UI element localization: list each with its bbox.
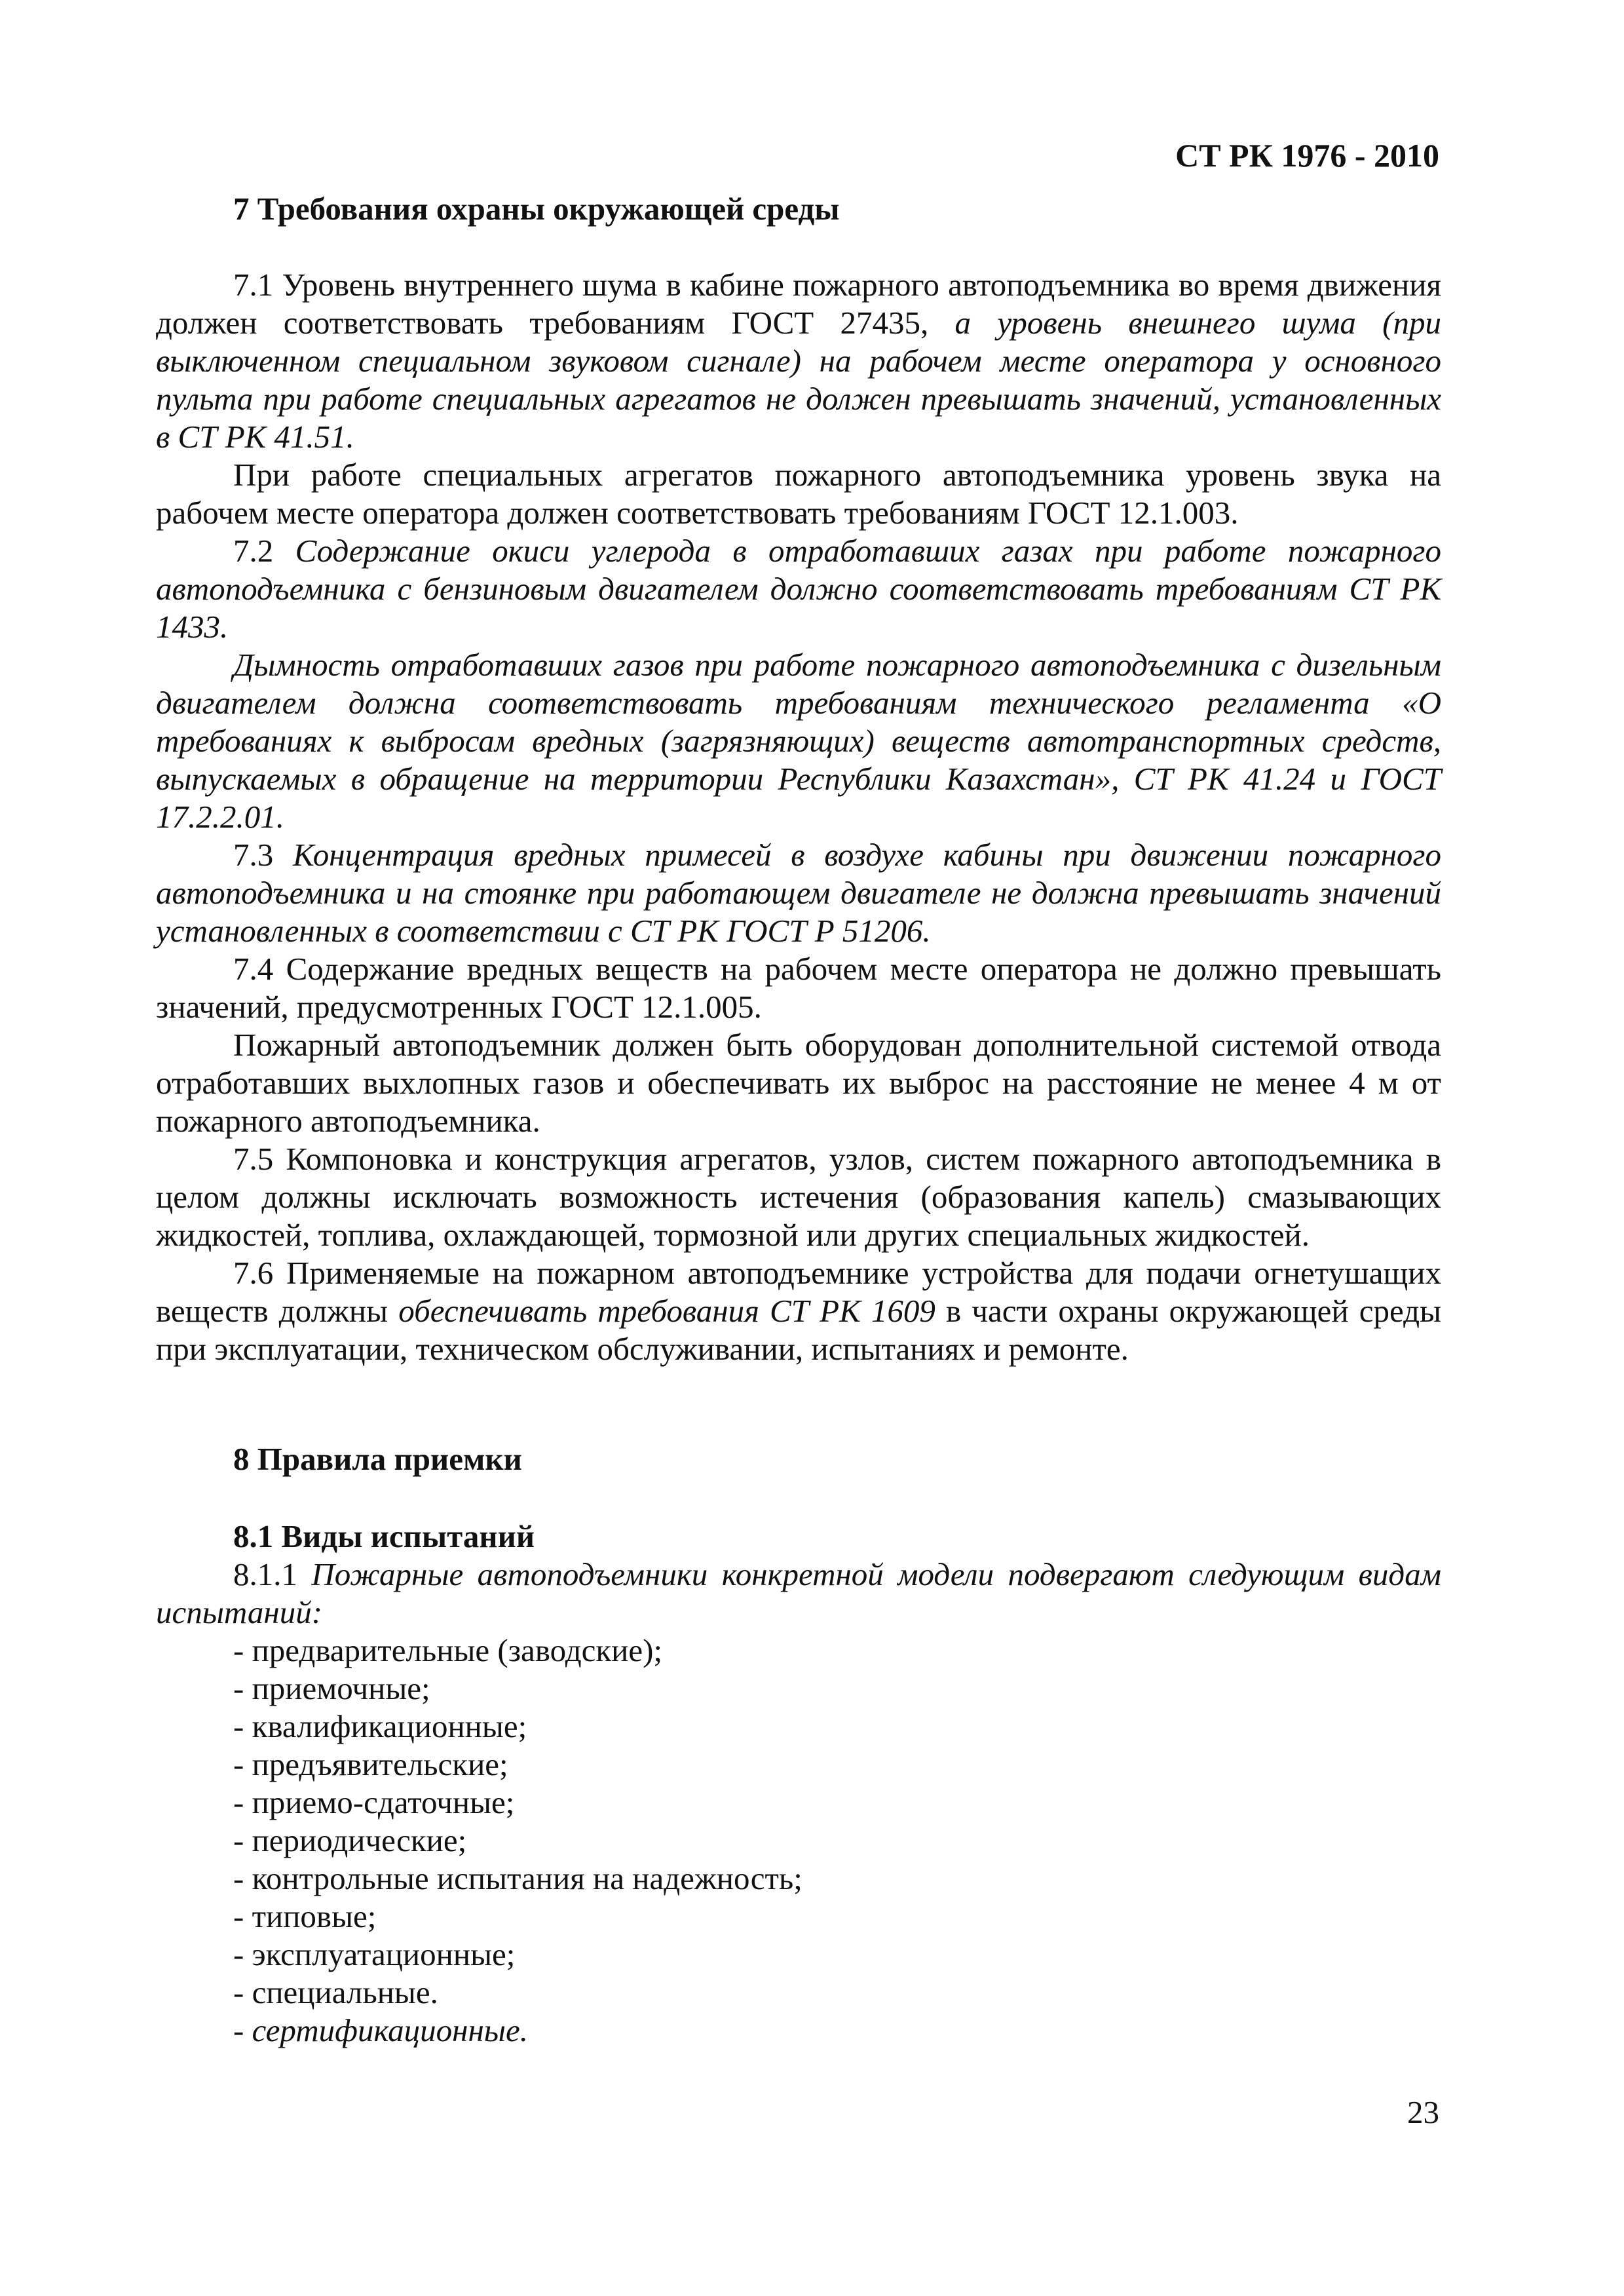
paragraph-8-1-1: 8.1.1 Пожарные автоподъемники конкретной модели подвергают следующим видам испытаний: xyxy=(156,1556,1441,1630)
section-8-title: 8 Правила приемки xyxy=(233,1441,522,1477)
list-item: - периодические; xyxy=(233,1822,467,1858)
list-item: - типовые; xyxy=(233,1898,377,1934)
test-types-list xyxy=(156,1632,1441,2050)
page-number: 23 xyxy=(1407,2094,1439,2130)
paragraph-7-5: 7.5 Компоновка и конструкция агрегатов, узлов, систем пожарного автоподъемника в целом должны исключать возможность истечения (образования капель) смазывающих жидкостей, топлива, охлаждающей, тормозной или других специальных жидкостей. xyxy=(156,1141,1441,1253)
list-item: - эксплуатационные; xyxy=(233,1936,516,1972)
list-item: - предъявительские; xyxy=(233,1746,508,1782)
list-item: - квалификационные; xyxy=(233,1708,527,1744)
paragraph-7-2-smoke: Дымность отработавших газов при работе пожарного автоподъемника с дизельным двигателем должна соответствовать требованиям технического регламента «О требованиях к выбросам вредных (загрязняющих) веществ автотранспортных средств, выпускаемых в обращение на территории Республики Казахстан», СТ РК 41.24 и ГОСТ 17.2.2.01. xyxy=(156,647,1441,835)
section-7-title: 7 Требования охраны окружающей среды xyxy=(233,191,840,227)
list-item: - приемочные; xyxy=(233,1670,430,1706)
list-item: - контрольные испытания на надежность; xyxy=(233,1860,803,1896)
paragraph-7-4-exhaust: Пожарный автоподъемник должен быть оборудован дополнительной системой отвода отработавших выхлопных газов и обеспечивать их выброс на расстояние не менее 4 м от пожарного автоподъемника. xyxy=(156,1027,1441,1139)
paragraph-7-6: 7.6 Применяемые на пожарном автоподъемнике устройства для подачи огнетушащих веществ должны обеспечивать требования СТ РК 1609 в части охраны окружающей среды при эксплуатации, техническом обслуживании, испытаниях и ремонте. xyxy=(156,1255,1442,1367)
paragraph-7-2: 7.2 Содержание окиси углерода в отработавших газах при работе пожарного автоподъемника с бензиновым двигателем должно соответствовать требованиям СТ РК 1433. xyxy=(156,533,1441,645)
paragraph-7-3: 7.3 Концентрация вредных примесей в воздухе кабины при движении пожарного автоподъемника и на стоянке при работающем двигателе не должна превышать значений установленных в соответствии с СТ РК ГОСТ Р 51206. xyxy=(156,837,1441,949)
document-body xyxy=(156,190,1441,2050)
paragraph-7-4: 7.4 Содержание вредных веществ на рабочем месте оператора не должно превышать значений, предусмотренных ГОСТ 12.1.005. xyxy=(156,951,1441,1025)
list-item: - предварительные (заводские); xyxy=(233,1632,663,1668)
list-item: - сертификационные. xyxy=(233,2012,528,2048)
paragraph-7-1-sound: При работе специальных агрегатов пожарного автоподъемника уровень звука на рабочем месте оператора должен соответствовать требованиям ГОСТ 12.1.003. xyxy=(156,457,1441,531)
document-code-header: СТ РК 1976 - 2010 xyxy=(1175,137,1439,174)
list-item: - приемо-сдаточные; xyxy=(233,1784,515,1820)
subsection-8-1-title: 8.1 Виды испытаний xyxy=(233,1518,535,1554)
paragraph-7-1: 7.1 Уровень внутреннего шума в кабине пожарного автоподъемника во время движения должен соответствовать требованиям ГОСТ 27435, а уровень внешнего шума (при выключенном специальном звуковом сигнале) на рабочем месте оператора у основного пульта при работе специальных агрегатов не должен превышать значений, установленных в СТ РК 41.51. xyxy=(156,267,1441,455)
list-item: - специальные. xyxy=(233,1974,438,2010)
